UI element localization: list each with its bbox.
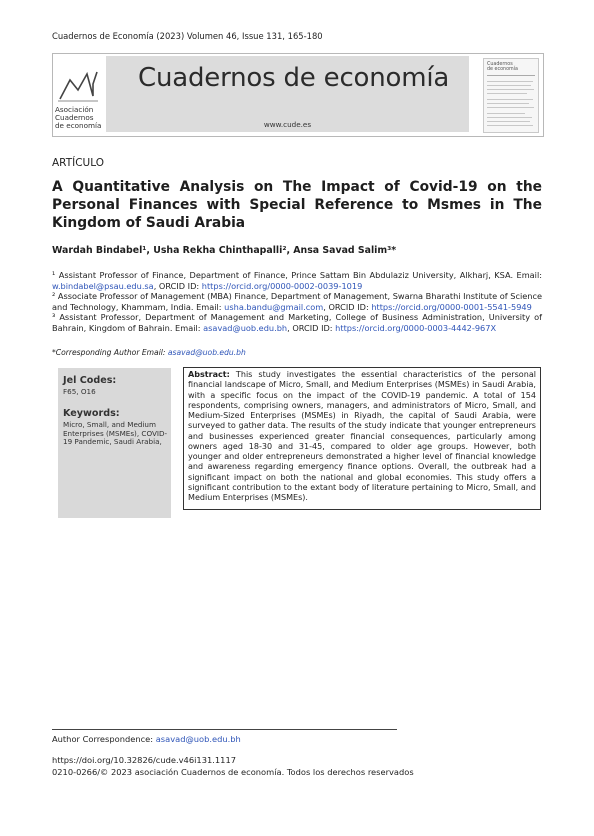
- author-list: Wardah Bindabel¹, Usha Rekha Chinthapalli², Ansa Savad Salim³*: [52, 245, 397, 256]
- affiliations: [52, 270, 542, 334]
- keywords-sidebar: [58, 368, 171, 518]
- jel-codes: F65, O16: [63, 387, 96, 396]
- corresponding-author: *Corresponding Author Email: asavad@uob.edu.bh: [52, 348, 246, 357]
- corresponding-email-link[interactable]: asavad@uob.edu.bh: [167, 348, 246, 357]
- affiliation-1: ¹ Assistant Professor of Finance, Department of Finance, Prince Sattam Bin Abdulaziz University, Alkharj, KSA. Email: w.bindabel@psau.edu.sa, ORCID ID: https://orcid.org/0000-0002-0039-1019: [52, 270, 542, 291]
- keywords-heading: Keywords:: [63, 408, 120, 419]
- logo-chart-icon: [57, 66, 99, 104]
- association-logo: [53, 54, 104, 136]
- journal-banner: [52, 53, 544, 137]
- keywords-list: Micro, Small, and Medium Enterprises (MSMEs), COVID-19 Pandemic, Saudi Arabia,: [63, 420, 168, 447]
- author-correspondence: Author Correspondence: asavad@uob.edu.bh: [52, 734, 241, 744]
- orcid-link[interactable]: https://orcid.org/0000-0003-4442-967X: [335, 322, 497, 333]
- correspondence-email-link[interactable]: asavad@uob.edu.bh: [155, 734, 241, 744]
- email-link[interactable]: w.bindabel@psau.edu.sa: [52, 280, 154, 291]
- doi-link[interactable]: https://doi.org/10.32826/cude.v46i131.1117: [52, 755, 237, 765]
- copyright-notice: 0210-0266/© 2023 asociación Cuadernos de economía. Todos los derechos reservados: [52, 767, 414, 777]
- paper-title: A Quantitative Analysis on The Impact of Covid-19 on the Personal Finances with Special Reference to Msmes in The Kingdom of Saudi Arabia: [52, 179, 542, 231]
- journal-reference: Cuadernos de Economía (2023) Volumen 46, Issue 131, 165-180: [52, 31, 323, 41]
- email-link[interactable]: usha.bandu@gmail.com: [224, 301, 324, 312]
- logo-text: Asociación Cuadernos de economía: [55, 105, 102, 131]
- affiliation-3: ³ Assistant Professor, Department of Management and Marketing, College of Business Administration, University of Bahrain, Kingdom of Bahrain. Email: asavad@uob.edu.bh, ORCID ID: https://orcid.org/0000-0003-4442-967X: [52, 312, 542, 333]
- orcid-link[interactable]: https://orcid.org/0000-0002-0039-1019: [201, 280, 363, 291]
- cover-title: Cuadernos de economía: [487, 62, 518, 72]
- orcid-link[interactable]: https://orcid.org/0000-0001-5541-5949: [371, 301, 532, 312]
- journal-name: Cuadernos de economía: [138, 63, 450, 93]
- section-label: ARTÍCULO: [52, 157, 104, 169]
- journal-url[interactable]: www.cude.es: [263, 120, 312, 129]
- footer-divider: [52, 729, 397, 730]
- journal-cover-thumbnail: [483, 58, 539, 133]
- abstract-text: This study investigates the essential characteristics of the personal financial landscape of Micro, Small, and Medium Enterprises (MSMEs) in Saudi Arabia, with a specific focus on the impact of the COVID-19 pandemic. A total of 154 respondents, comprising owners, managers, and administrators of Micro, Small, and Medium-Sized Enterprises (MSMEs) in Riyadh, the capital of Saudi Arabia, were surveyed to gather data. The results of the study indicate that younger entrepreneurs and businesses experienced greater financial consequences, particularly among owners aged 18-30 and 31-45, compared to older age groups. However, both younger and older entrepreneurs demonstrated a higher level of financial knowledge and awareness regarding emergency finance options. Overall, the outbreak had a significant impact on both the national and global economies. This study offers a significant contribution to the extant body of literature pertaining to Micro, Small, and Medium Enterprises (MSMEs).: [188, 370, 536, 502]
- journal-title-box: [106, 56, 469, 132]
- jel-heading: Jel Codes:: [63, 375, 117, 386]
- affiliation-2: ² Associate Professor of Management (MBA) Finance, Department of Management, Swarna Bharathi Institute of Science and Technology, Khammam, India. Email: usha.bandu@gmail.com, ORCID ID: https://orcid.org/0000-0001-5541-5949: [52, 291, 542, 312]
- abstract-label: Abstract:: [188, 370, 230, 379]
- email-link[interactable]: asavad@uob.edu.bh: [203, 322, 288, 333]
- abstract-box: [183, 367, 541, 510]
